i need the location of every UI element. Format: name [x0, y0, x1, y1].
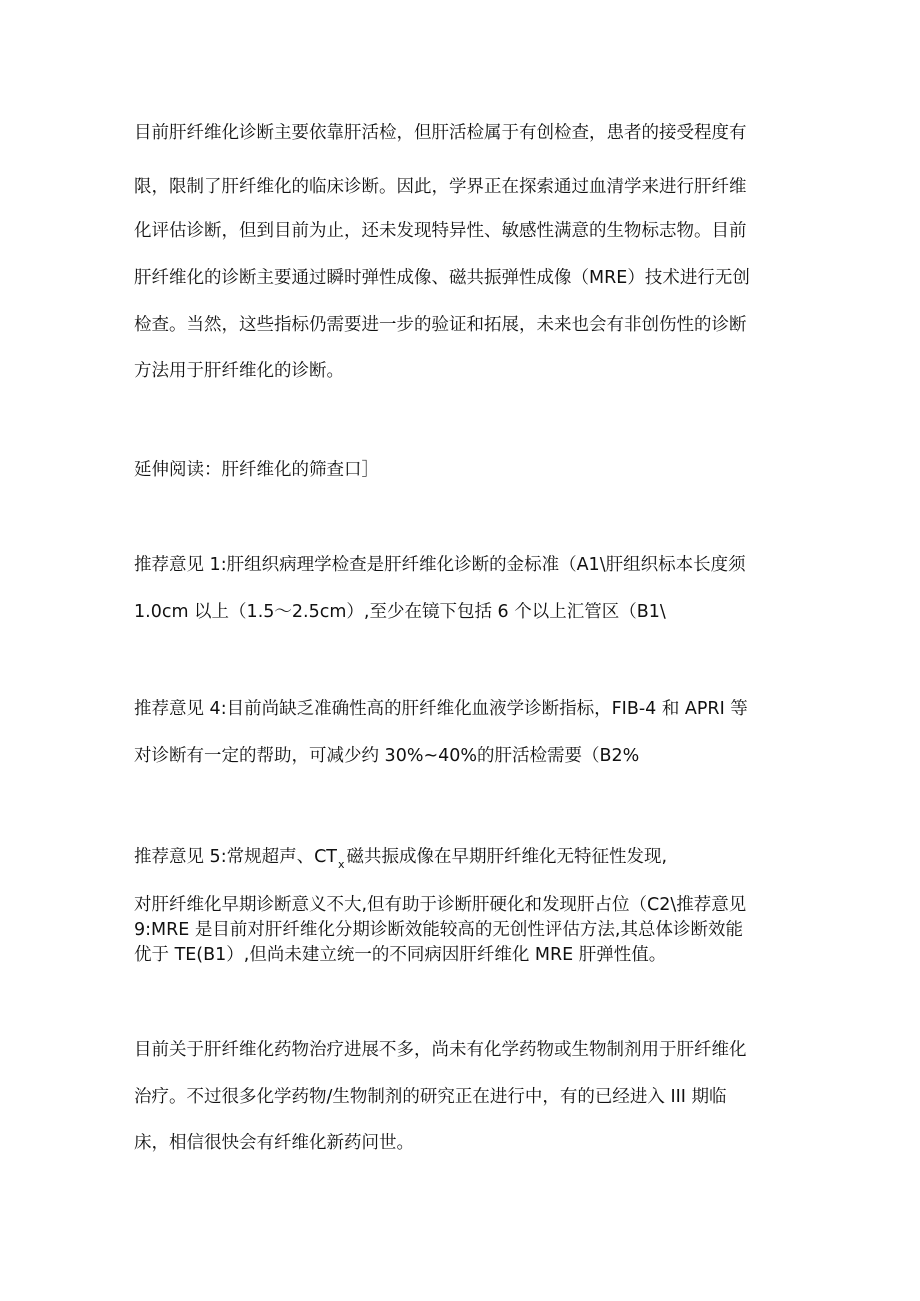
recommendation-5-line-3: 9:MRE 是目前对肝纤维化分期诊断效能较高的无创性评估方法,其总体诊断效能 [134, 920, 743, 940]
recommendation-1-line-1: 推荐意见 1:肝组织病理学检查是肝纤维化诊断的金标准（A1\肝组织标本长度须 [134, 555, 746, 575]
intro-line-2: 限，限制了肝纤维化的临床诊断。因此，学界正在探索通过血清学来进行肝纤维 [134, 177, 747, 197]
recommendation-4-line-1: 推荐意见 4:目前尚缺乏准确性高的肝纤维化血液学诊断指标，FIB-4 和 APRI 等 [134, 699, 748, 719]
intro-line-6: 方法用于肝纤维化的诊断。 [134, 361, 344, 381]
intro-line-5: 检查。当然，这些指标仍需要进一步的验证和拓展，未来也会有非创伤性的诊断 [134, 315, 747, 335]
recommendation-5-line-4: 优于 TE(B1）,但尚未建立统一的不同病因肝纤维化 MRE 肝弹性值。 [134, 945, 667, 965]
recommendation-5-line-1-rest: 磁共振成像在早期肝纤维化无特征性发现, [346, 847, 668, 867]
extended-reading-heading: 延伸阅读：肝纤维化的筛查口］ [134, 460, 379, 480]
treatment-line-3: 床，相信很快会有纤维化新药问世。 [134, 1133, 414, 1153]
recommendation-4-line-2: 对诊断有一定的帮助，可减少约 30%~40%的肝活检需要（B2% [134, 746, 640, 766]
recommendation-1-line-2: 1.0cm 以上（1.5～2.5cm）,至少在镜下包括 6 个以上汇管区（B1\ [134, 602, 666, 622]
intro-line-1: 目前肝纤维化诊断主要依靠肝活检，但肝活检属于有创检查，患者的接受程度有 [134, 123, 747, 143]
recommendation-5-line-1-text: 推荐意见 5:常规超声、CT [134, 847, 338, 867]
recommendation-5-line-1 [134, 845, 667, 877]
treatment-line-2: 治疗。不过很多化学药物/生物制剂的研究正在进行中，有的已经进入 III 期临 [134, 1087, 727, 1107]
treatment-line-1: 目前关于肝纤维化药物治疗进展不多，尚未有化学药物或生物制剂用于肝纤维化 [134, 1040, 747, 1060]
recommendation-5-line-2: 对肝纤维化早期诊断意义不大,但有助于诊断肝硬化和发现肝占位（C2\推荐意见 [134, 895, 747, 915]
intro-line-3: 化评估诊断，但到目前为止，还未发现特异性、敏感性满意的生物标志物。目前 [134, 221, 747, 241]
intro-line-4: 肝纤维化的诊断主要通过瞬时弹性成像、磁共振弹性成像（MRE）技术进行无创 [134, 268, 750, 288]
ct-subscript: x [338, 858, 345, 871]
